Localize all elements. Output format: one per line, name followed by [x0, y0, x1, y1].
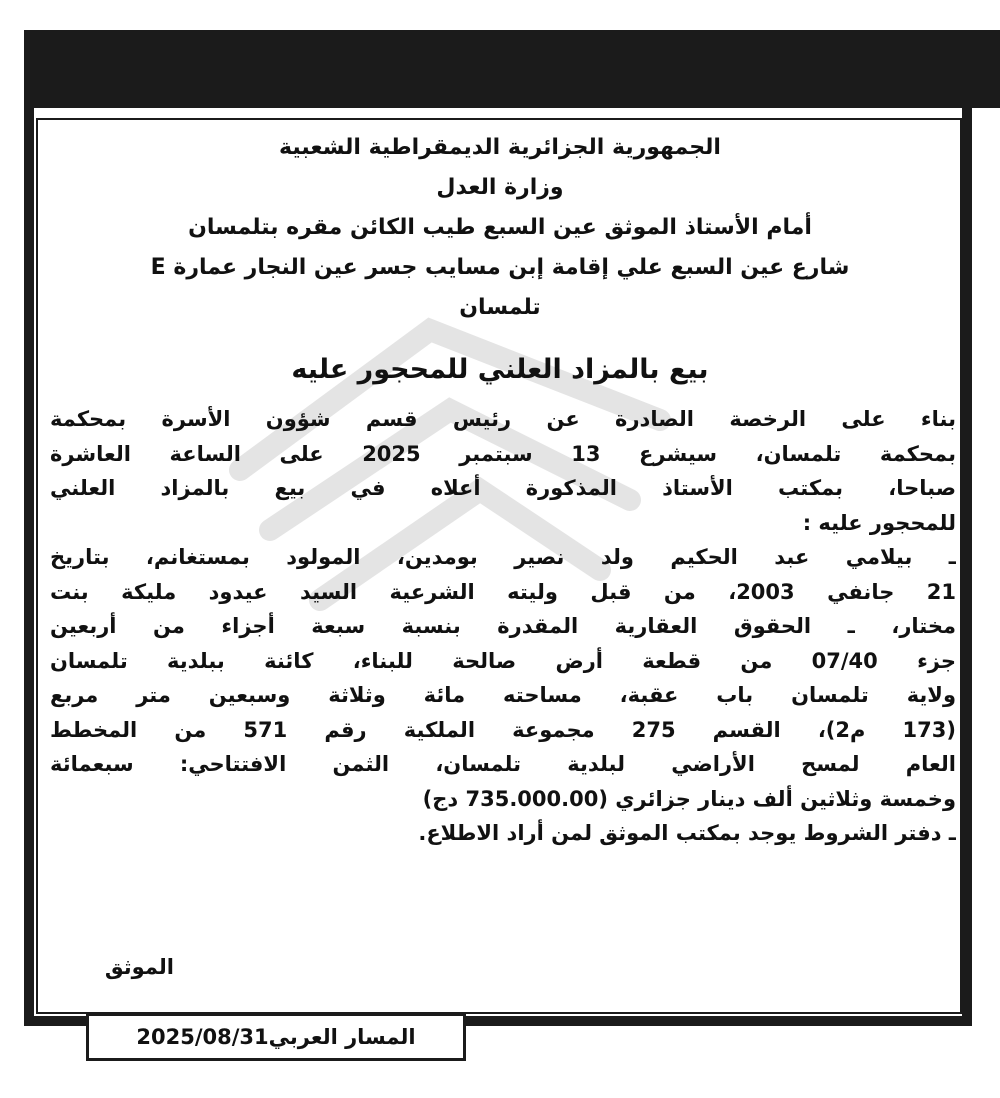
body-line: (173 م2)، القسم 275 مجموعة الملكية رقم 571 من المخطط: [50, 717, 956, 742]
body-line: 21 جانفي 2003، من قبل وليته الشرعية السيد عيدود مليكة بنت: [50, 579, 956, 604]
body-line: بمحكمة تلمسان، سيشرع 13 سبتمبر 2025 على الساعة العاشرة: [50, 441, 956, 466]
body-line: جزء 07/40 من قطعة أرض صالحة للبناء، كائنة ببلدية تلمسان: [50, 648, 956, 673]
header-ministry: وزارة العدل: [436, 175, 564, 200]
body-line: العام لمسح الأراضي لبلدية تلمسان، الثمن الافتتاحي: سبعمائة: [50, 752, 956, 776]
header-republic: الجمهورية الجزائرية الديمقراطية الشعبية: [279, 135, 721, 160]
notice-body: [50, 402, 956, 851]
body-line: ـ بيلامي عبد الحكيم ولد نصير بومدين، المولود بمستغانم، بتاريخ: [50, 545, 956, 569]
body-line: ـ دفتر الشروط يوجد بمكتب الموثق لمن أراد الاطلاع.: [418, 821, 956, 845]
header-city: تلمسان: [459, 295, 541, 320]
body-line: بناء على الرخصة الصادرة عن رئيس قسم شؤون الأسرة بمحكمة: [50, 407, 956, 431]
body-line: للمحجور عليه :: [802, 510, 956, 535]
top-black-bar: [24, 30, 1000, 108]
newspaper-name: المسار العربي: [268, 1025, 416, 1049]
header-address: شارع عين السبع علي إقامة إبن مسايب جسر عين النجار عمارة E: [150, 255, 850, 280]
publication-date: 2025/08/31: [136, 1025, 269, 1049]
body-line: ولاية تلمسان باب عقبة، مساحته مائة وثلاثة وسبعين متر مربع: [50, 683, 956, 707]
body-line: صباحا، بمكتب الأستاذ المذكورة أعلاه في بيع بالمزاد العلني: [50, 476, 956, 500]
notary-signature: الموثق: [104, 955, 174, 979]
header-notary: أمام الأستاذ الموثق عين السبع طيب الكائن مقره بتلمسان: [188, 215, 812, 240]
notice-title: بيع بالمزاد العلني للمحجور عليه: [291, 354, 709, 385]
body-line: وخمسة وثلاثين ألف دينار جزائري (735.000.00 دج): [422, 786, 956, 811]
notice-header: [60, 128, 940, 328]
body-line: مختار، ـ الحقوق العقارية المقدرة بنسبة سبعة أجزاء من أربعين: [50, 614, 956, 638]
publication-footer: [86, 1013, 466, 1061]
